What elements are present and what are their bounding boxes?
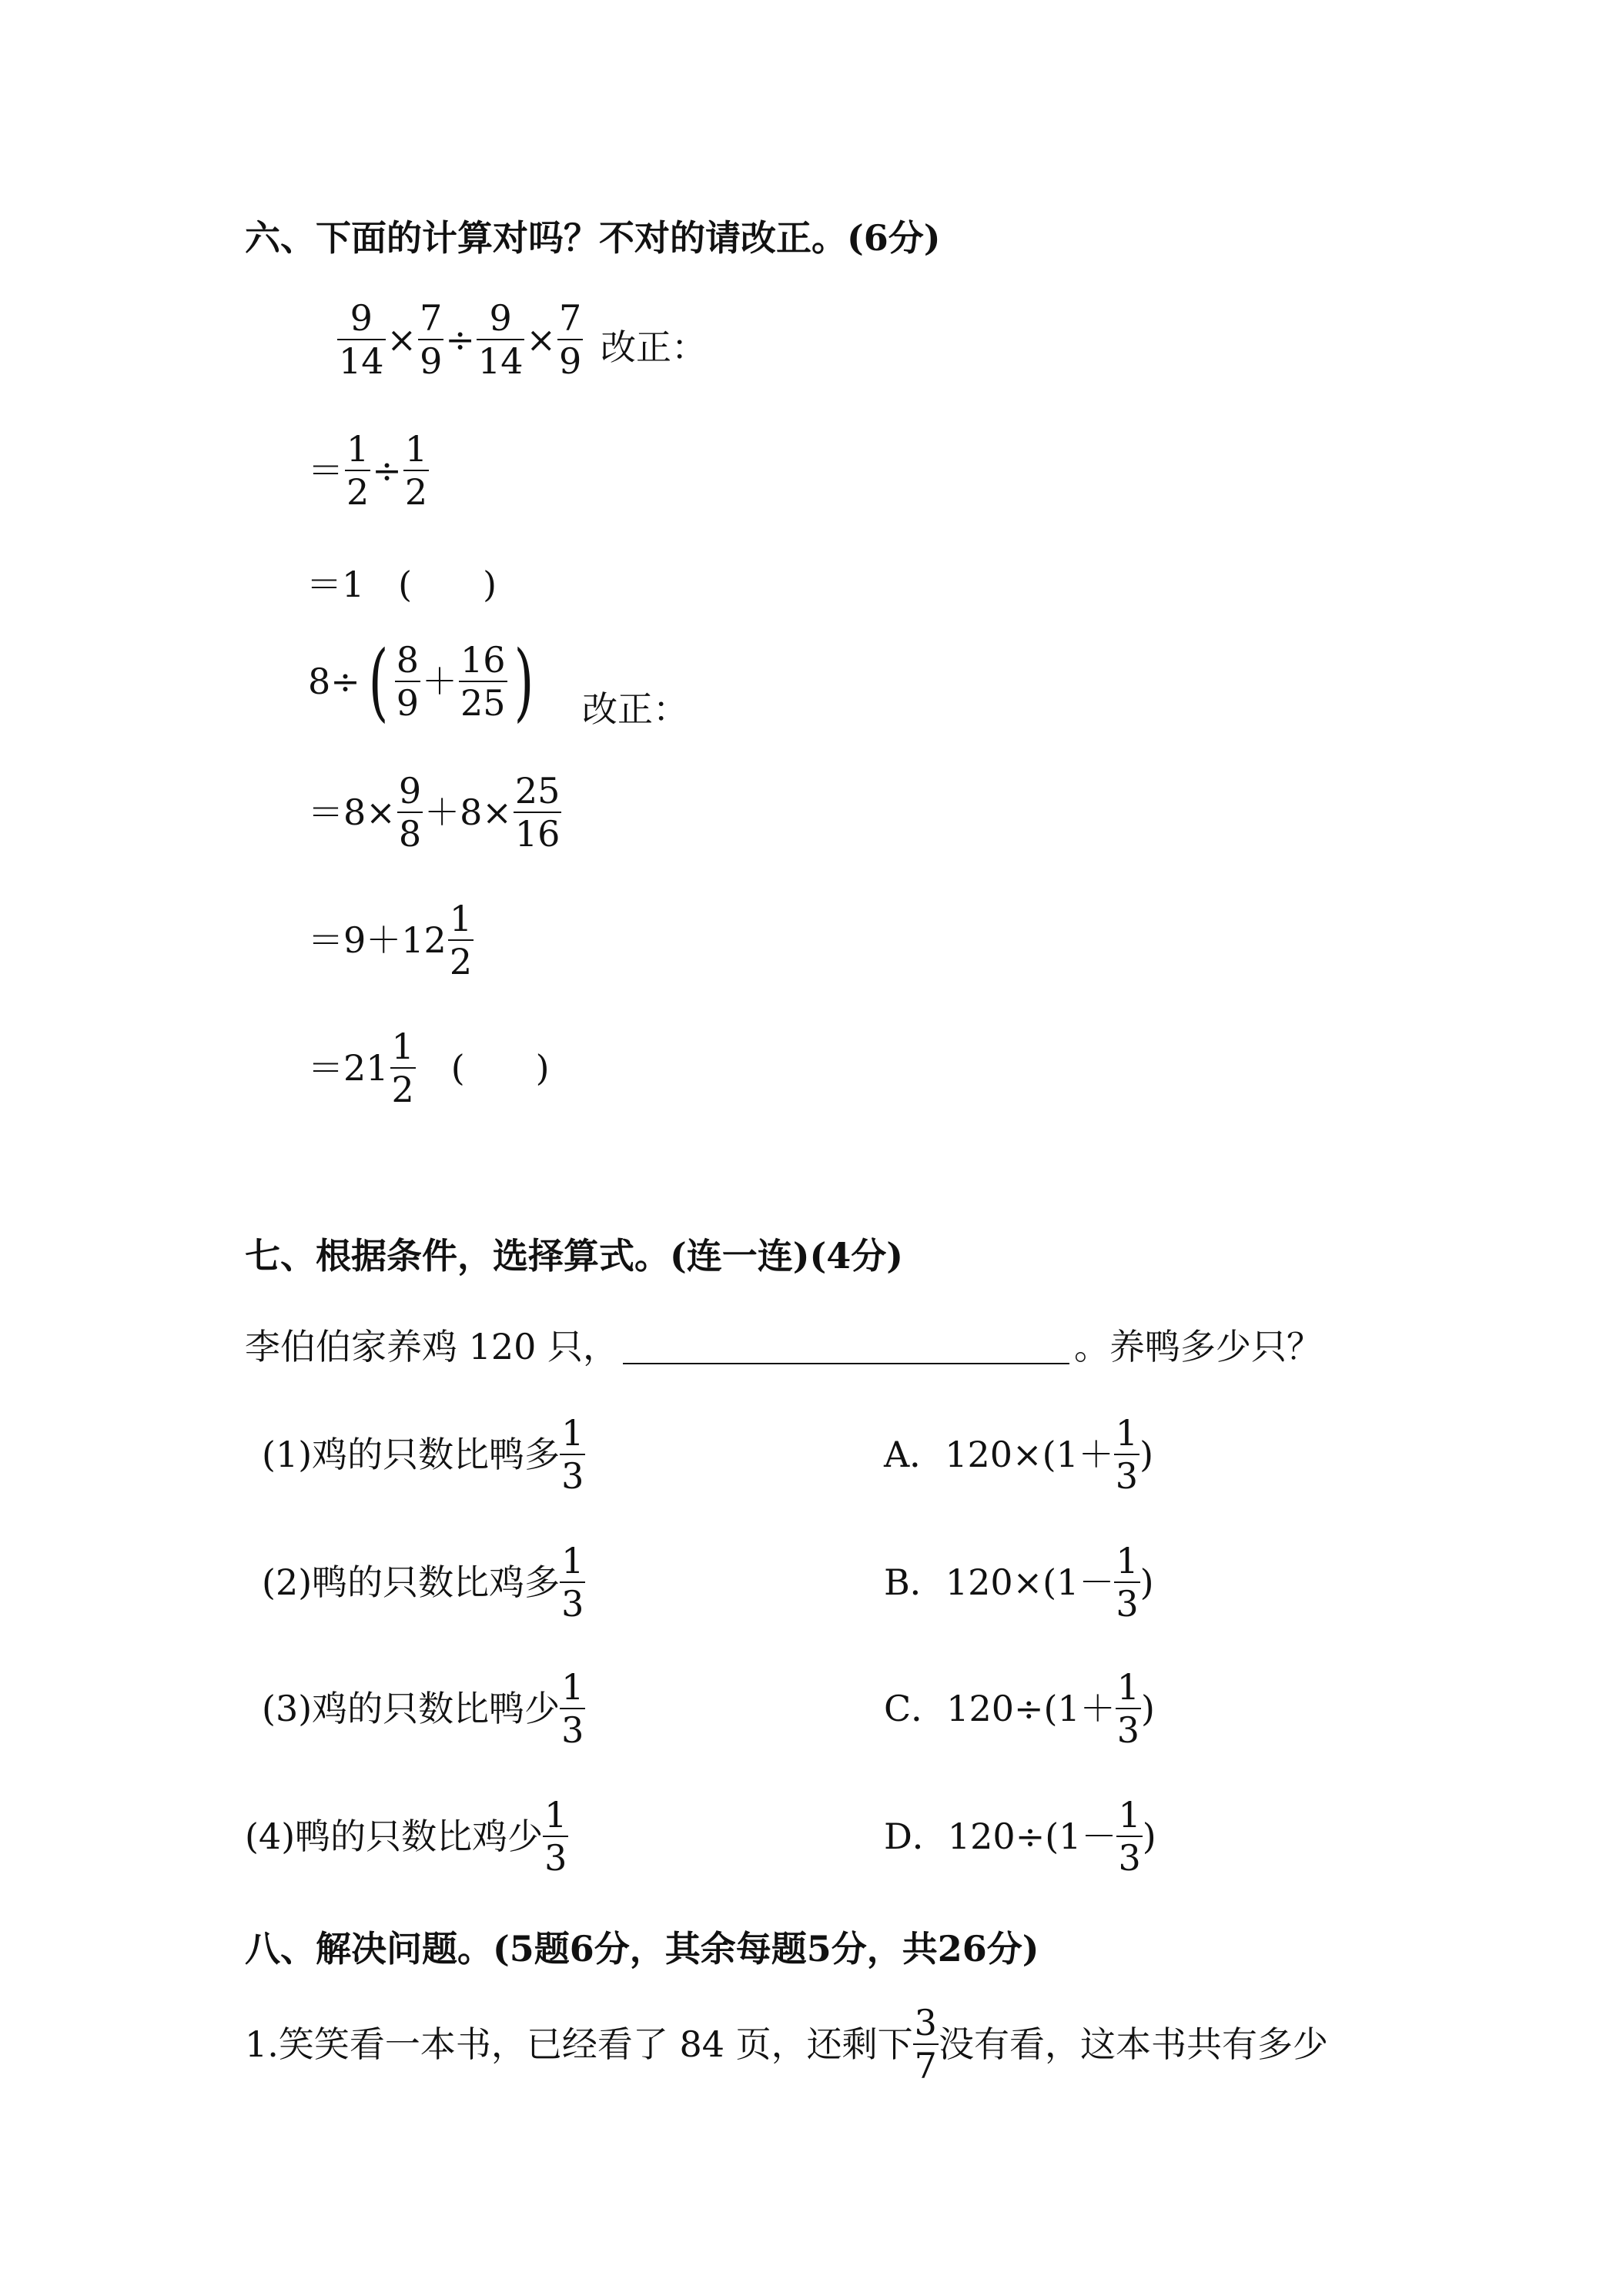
problem2-line4: ＝21 $\frac{1}{2}$ ( ) [308,1026,550,1110]
judge-blank[interactable]: ( ) [398,564,497,605]
option-d[interactable]: D．120÷(1－ $\frac{1}{3}$ ) [884,1794,1156,1879]
fill-blank[interactable] [623,1332,1069,1364]
problem1-line3: ＝1 ( ) [306,564,497,605]
fraction: $\frac{8}{9}$ [396,639,420,724]
problem2-line1: 8÷( $\frac{8}{9}$ ＋ $\frac{16}{25}$ ) [308,632,534,731]
fraction: $\frac{9}{14}$ [477,297,524,382]
fraction: $\frac{7}{9}$ [420,297,443,382]
condition-3[interactable]: (3)鸡的只数比鸭少 $\frac{1}{3}$ [262,1666,584,1751]
fraction: $\frac{3}{7}$ [914,2002,937,2087]
problem1-line1: $\frac{9}{14}$ × $\frac{7}{9}$ ÷ $\frac{9}{14}$ × $\frac{7}{9}$ [339,297,582,382]
fraction: $\frac{1}{3}$ [1116,1540,1139,1625]
condition-1[interactable]: (1)鸡的只数比鸭多 $\frac{1}{3}$ [262,1412,584,1497]
fraction: $\frac{1}{2}$ [404,428,428,513]
judge-blank[interactable]: ( ) [450,1047,550,1089]
fraction: $\frac{1}{2}$ [391,1026,414,1110]
section7-title: 七、根据条件，选择算式。(连一连)(4分) [245,1235,904,1277]
problem2-line2: ＝8× $\frac{9}{8}$ ＋8× $\frac{25}{16}$ [308,770,561,855]
fraction: $\frac{16}{25}$ [460,639,506,724]
correction-label-1: 改正： [601,326,707,368]
fraction: $\frac{7}{9}$ [559,297,582,382]
fraction: $\frac{1}{3}$ [561,1540,584,1625]
fraction: $\frac{1}{3}$ [544,1794,567,1879]
fraction: $\frac{9}{8}$ [398,770,422,855]
fraction: $\frac{1}{2}$ [346,428,370,513]
option-b[interactable]: B．120×(1－ $\frac{1}{3}$ ) [884,1540,1154,1625]
fraction: $\frac{25}{16}$ [514,770,561,855]
fraction: $\frac{1}{3}$ [1115,1412,1139,1497]
problem2-line3: ＝9＋12 $\frac{1}{2}$ [308,898,473,982]
section7-stem: 李伯伯家养鸡 120 只， 。养鸭多少只？ [245,1326,1323,1367]
option-a[interactable]: A．120×(1＋ $\frac{1}{3}$ ) [884,1412,1154,1497]
fraction: $\frac{1}{2}$ [449,898,473,982]
section8-title: 八、解决问题。(5题6分，其余每题5分，共26分) [245,1928,1039,1970]
problem1-line2: ＝ $\frac{1}{2}$ ÷ $\frac{1}{2}$ [308,428,428,513]
fraction: $\frac{1}{3}$ [1118,1794,1141,1879]
condition-2[interactable]: (2)鸭的只数比鸡多 $\frac{1}{3}$ [262,1540,584,1625]
correction-label-2: 改正： [582,688,688,730]
option-c[interactable]: C．120÷(1＋ $\frac{1}{3}$ ) [884,1666,1155,1751]
fraction: $\frac{1}{3}$ [561,1666,584,1751]
section8-question1: 1.笑笑看一本书，已经看了 84 页，还剩下 $\frac{3}{7}$ 没有看，这本书共有多少 [245,2002,1328,2087]
fraction: $\frac{9}{14}$ [339,297,384,382]
section6-title: 六、下面的计算对吗？不对的请改正。(6分) [245,217,941,259]
fraction: $\frac{1}{3}$ [561,1412,584,1497]
fraction: $\frac{1}{3}$ [1116,1666,1140,1751]
condition-4[interactable]: (4)鸭的只数比鸡少 $\frac{1}{3}$ [245,1794,567,1879]
